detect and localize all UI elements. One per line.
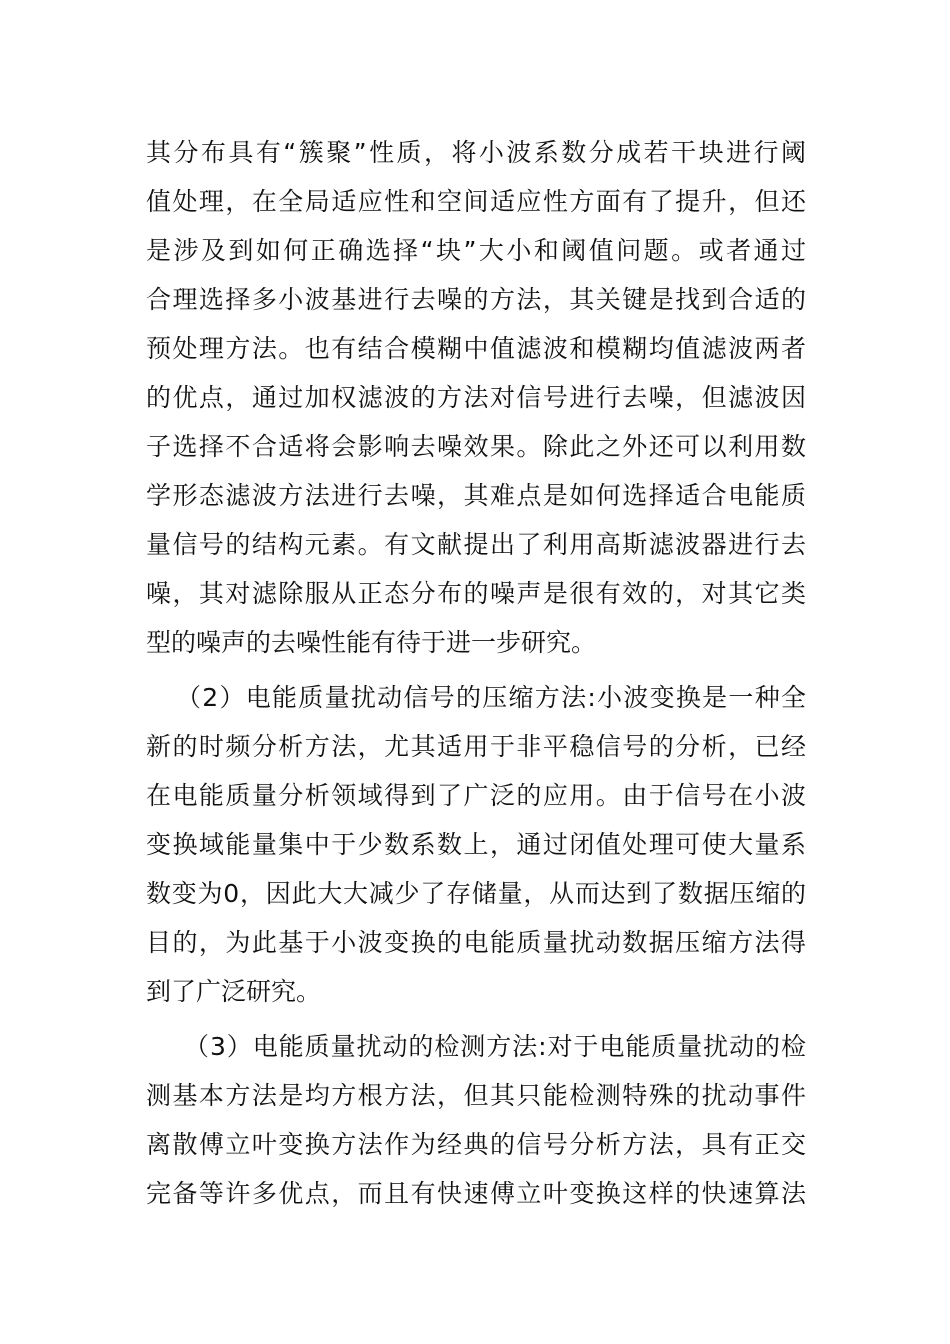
text-line: 完备等许多优点，而且有快速傅立叶变换这样的快速算法 (146, 1179, 806, 1208)
paragraph-2-first-line: （2）电能质量扰动信号的压缩方法:小波变换是一种全 (176, 683, 806, 712)
text-line: 其分布具有“簇聚”性质，将小波系数分成若干块进行阈 (146, 138, 806, 167)
text-line: 数变为0，因此大大减少了存储量，从而达到了数据压缩的 (146, 879, 806, 908)
text-line: 的优点，通过加权滤波的方法对信号进行去噪，但滤波因 (146, 383, 806, 412)
text-line: 目的，为此基于小波变换的电能质量扰动数据压缩方法得 (146, 928, 806, 957)
text-line: 学形态滤波方法进行去噪，其难点是如何选择适合电能质 (146, 481, 806, 510)
text-line: 子选择不合适将会影响去噪效果。除此之外还可以利用数 (146, 432, 806, 461)
text-line: 是涉及到如何正确选择“块”大小和阈值问题。或者通过 (146, 236, 806, 265)
text-line: 量信号的结构元素。有文献提出了利用高斯滤波器进行去 (146, 530, 806, 559)
text-line: 到了广泛研究。 (146, 977, 322, 1006)
text-line: 测基本方法是均方根方法，但其只能检测特殊的扰动事件 (146, 1081, 806, 1110)
text-line: 新的时频分析方法，尤其适用于非平稳信号的分析，已经 (146, 732, 806, 761)
text-line: 型的噪声的去噪性能有待于进一步研究。 (146, 628, 597, 657)
text-line: 预处理方法。也有结合模糊中值滤波和模糊均值滤波两者 (146, 334, 806, 363)
text-line: 在电能质量分析领域得到了广泛的应用。由于信号在小波 (146, 781, 806, 810)
text-line: 值处理，在全局适应性和空间适应性方面有了提升，但还 (146, 187, 806, 216)
paragraph-3-first-line: （3）电能质量扰动的检测方法:对于电能质量扰动的检 (184, 1032, 806, 1061)
text-line: 合理选择多小波基进行去噪的方法，其关键是找到合适的 (146, 285, 806, 314)
text-line: 离散傅立叶变换方法作为经典的信号分析方法，具有正交 (146, 1130, 806, 1159)
text-line: 噪，其对滤除服从正态分布的噪声是很有效的，对其它类 (146, 579, 806, 608)
text-line: 变换域能量集中于少数系数上，通过闭值处理可使大量系 (146, 830, 806, 859)
